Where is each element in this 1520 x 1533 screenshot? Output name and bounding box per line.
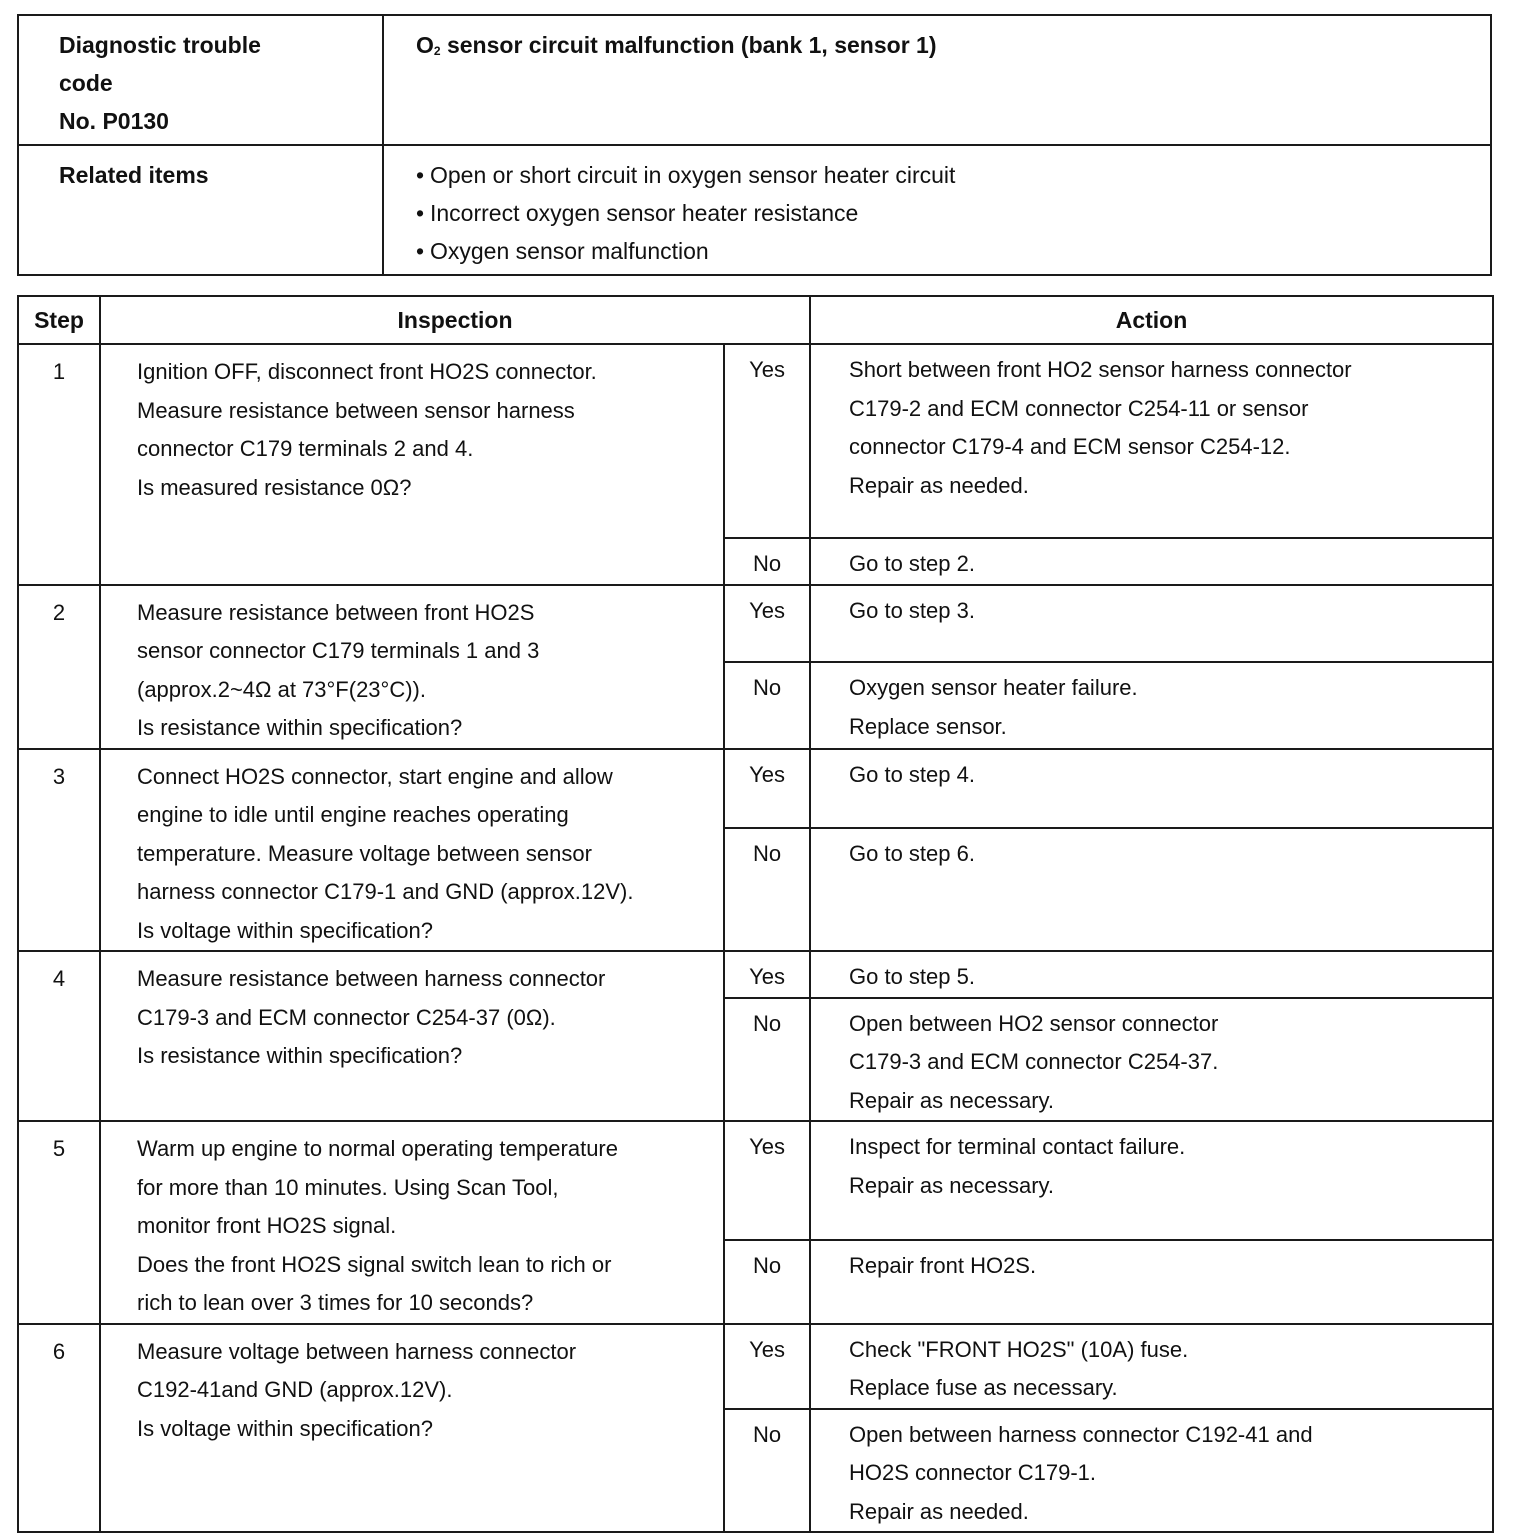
column-header-action: Action — [810, 296, 1493, 344]
yes-label: Yes — [724, 344, 810, 538]
yes-action — [810, 749, 1493, 829]
text-line: connector C179 terminals 2 and 4. — [137, 436, 474, 461]
text-line: Replace fuse as necessary. — [849, 1375, 1118, 1400]
text-line: Go to step 4. — [849, 761, 975, 787]
text-line: Repair front HO2S. — [849, 1253, 1037, 1279]
text-line: Measure voltage between harness connector — [137, 1338, 577, 1364]
yes-label: Yes — [724, 585, 810, 663]
dtc-title — [383, 15, 1491, 145]
text-line: Replace sensor. — [849, 713, 1007, 739]
text-line: Go to step 5. — [849, 964, 975, 989]
steps-header-row — [18, 296, 1493, 344]
step-number: 1 — [18, 344, 100, 585]
no-action — [810, 1409, 1493, 1533]
text-line: C192-41and GND (approx.12V). — [137, 1377, 453, 1402]
text-line: engine to idle until engine reaches operating — [137, 802, 569, 827]
text-line: Open between harness connector C192-41 and — [849, 1421, 1313, 1447]
text-line: Go to step 6. — [849, 841, 975, 867]
text-line: Connect HO2S connector, start engine and allow — [137, 763, 613, 789]
text-line: rich to lean over 3 times for 10 seconds? — [137, 1290, 534, 1315]
text-line: harness connector C179-1 and GND (approx.12V). — [137, 879, 634, 904]
yes-action — [810, 585, 1493, 663]
text-line: Repair as needed. — [849, 472, 1029, 498]
no-label: No — [724, 828, 810, 951]
related-items-value — [383, 145, 1491, 275]
no-action — [810, 1240, 1493, 1323]
text-line: Measure resistance between front HO2S — [137, 599, 535, 625]
dtc-label — [18, 15, 383, 145]
step-inspection — [100, 749, 724, 952]
dtc-title-o: O — [416, 32, 434, 58]
step-row-6-yes — [18, 1324, 1493, 1409]
yes-action — [810, 1324, 1493, 1409]
text-line: Open between HO2 sensor connector — [849, 1010, 1219, 1036]
text-line: Repair as necessary. — [849, 1087, 1055, 1113]
text-line: monitor front HO2S signal. — [137, 1213, 397, 1238]
yes-label: Yes — [724, 749, 810, 829]
text-line: temperature. Measure voltage between sensor — [137, 840, 592, 866]
step-row-4-yes — [18, 951, 1493, 998]
text-line: Measure resistance between sensor harness — [137, 397, 575, 423]
column-header-inspection: Inspection — [100, 296, 810, 344]
step-inspection — [100, 1121, 724, 1324]
text-line: Repair as needed. — [849, 1498, 1029, 1524]
step-inspection — [100, 951, 724, 1121]
step-inspection — [100, 1324, 724, 1533]
text-line: HO2S connector C179-1. — [849, 1460, 1097, 1485]
step-number: 3 — [18, 749, 100, 952]
yes-action — [810, 344, 1493, 538]
text-line: Is voltage within specification? — [137, 1415, 433, 1441]
no-label: No — [724, 1409, 810, 1533]
dtc-title-rest: sensor circuit malfunction (bank 1, sensor 1) — [440, 32, 937, 58]
related-items-label: Related items — [18, 145, 383, 275]
text-line: Check "FRONT HO2S" (10A) fuse. — [849, 1336, 1189, 1362]
text-line: Go to step 2. — [849, 551, 975, 576]
step-number: 5 — [18, 1121, 100, 1324]
text-line: Is measured resistance 0Ω? — [137, 474, 412, 500]
text-line: Inspect for terminal contact failure. — [849, 1134, 1186, 1159]
related-item: • Incorrect oxygen sensor heater resistance — [416, 194, 1480, 232]
yes-action — [810, 951, 1493, 998]
yes-action — [810, 1121, 1493, 1240]
text-line: Oxygen sensor heater failure. — [849, 675, 1138, 701]
text-line: C179-3 and ECM connector C254-37 (0Ω). — [137, 1004, 556, 1030]
text-line: Is resistance within specification? — [137, 1043, 463, 1068]
dtc-label-line: No. P0130 — [59, 108, 169, 134]
text-line: Ignition OFF, disconnect front HO2S connector. — [137, 359, 597, 384]
dtc-row — [18, 15, 1491, 145]
dtc-label-line: code — [59, 70, 113, 96]
text-line: (approx.2~4Ω at 73°F(23°C)). — [137, 676, 426, 702]
step-row-5-yes — [18, 1121, 1493, 1240]
text-line: sensor connector C179 terminals 1 and 3 — [137, 638, 540, 663]
text-line: Go to step 3. — [849, 597, 975, 623]
related-items-row — [18, 145, 1491, 275]
text-line: Does the front HO2S signal switch lean to rich or — [137, 1251, 612, 1277]
no-action — [810, 538, 1493, 585]
text-line: Is voltage within specification? — [137, 917, 433, 943]
no-action — [810, 998, 1493, 1122]
text-line: Repair as necessary. — [849, 1172, 1055, 1198]
text-line: Measure resistance between harness connector — [137, 966, 606, 991]
text-line: C179-2 and ECM connector C254-11 or sensor — [849, 395, 1309, 421]
step-inspection — [100, 585, 724, 749]
related-item: • Oxygen sensor malfunction — [416, 232, 1480, 270]
text-line: C179-3 and ECM connector C254-37. — [849, 1049, 1219, 1074]
step-number: 6 — [18, 1324, 100, 1533]
step-inspection — [100, 344, 724, 585]
dtc-header-table — [17, 14, 1492, 276]
yes-label: Yes — [724, 1121, 810, 1240]
no-action — [810, 662, 1493, 748]
text-line: Is resistance within specification? — [137, 715, 463, 740]
step-number: 2 — [18, 585, 100, 749]
text-line: connector C179-4 and ECM sensor C254-12. — [849, 434, 1291, 459]
no-label: No — [724, 998, 810, 1122]
step-row-2-yes — [18, 585, 1493, 663]
yes-label: Yes — [724, 951, 810, 998]
no-label: No — [724, 1240, 810, 1323]
yes-label: Yes — [724, 1324, 810, 1409]
no-label: No — [724, 662, 810, 748]
dtc-label-line: Diagnostic trouble — [59, 32, 261, 58]
step-number: 4 — [18, 951, 100, 1121]
diagnostic-steps-table — [17, 295, 1494, 1533]
column-header-step: Step — [18, 296, 100, 344]
related-items-list — [416, 156, 1480, 270]
dtc-title-subscript: 2 — [433, 44, 441, 58]
no-label: No — [724, 538, 810, 585]
text-line: Warm up engine to normal operating temperature — [137, 1136, 618, 1161]
step-row-1-yes — [18, 344, 1493, 538]
text-line: for more than 10 minutes. Using Scan Tool, — [137, 1174, 559, 1200]
no-action — [810, 828, 1493, 951]
related-item: • Open or short circuit in oxygen sensor heater circuit — [416, 156, 1480, 194]
text-line: Short between front HO2 sensor harness connector — [849, 357, 1352, 382]
step-row-3-yes — [18, 749, 1493, 829]
